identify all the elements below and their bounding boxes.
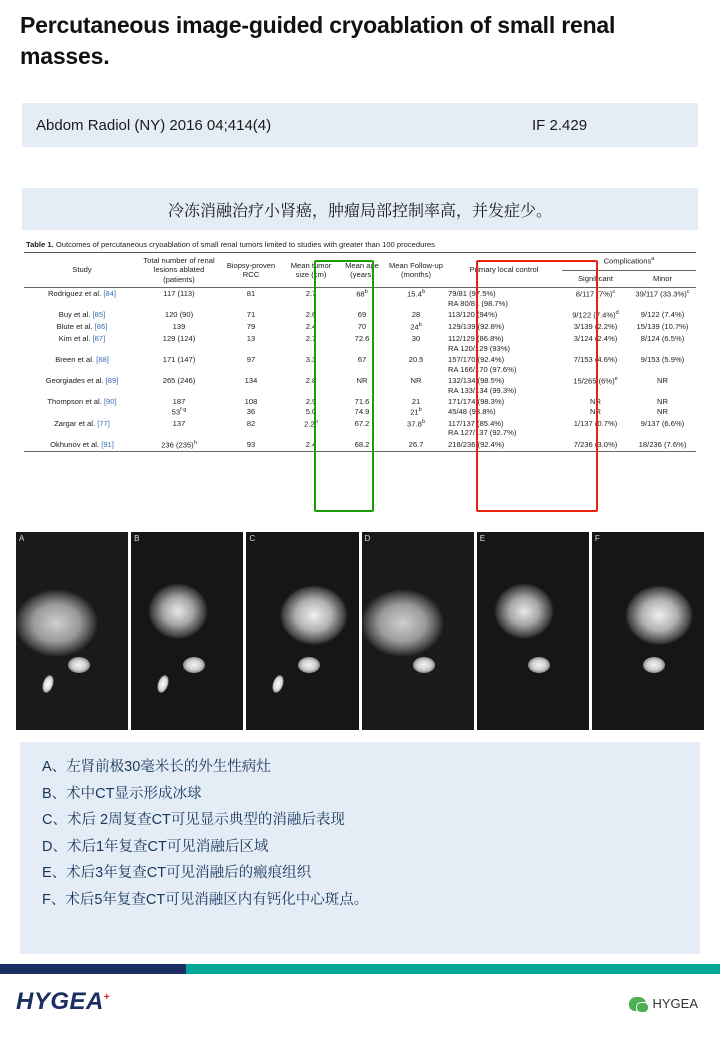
- cell-minor-complications: 18/236 (7.6%): [629, 439, 696, 452]
- outcomes-table: [24, 253, 696, 452]
- cell-biopsy-rcc: 93: [218, 439, 284, 452]
- ct-image-b: [131, 532, 243, 730]
- ct-label-f: F: [594, 534, 600, 543]
- reference-link[interactable]: [84]: [103, 289, 116, 299]
- reference-link[interactable]: [91]: [101, 439, 114, 449]
- footnote-marker: e: [614, 376, 618, 383]
- legend-line-c: C、术后 2周复查CT可见显示典型的消融后表现: [42, 812, 345, 828]
- cell-mean-age: 68.2: [338, 439, 386, 452]
- ct-spine-b: [183, 657, 205, 673]
- col-primary-local-control: Primary local control: [446, 253, 562, 288]
- cell-total-lesions: 129 (124): [162, 334, 196, 344]
- cell-significant-complications: 3/139 (2.2%): [573, 322, 618, 332]
- ct-panel-b: [131, 532, 243, 730]
- cell-mean-tumor-size: 2.9 5.0: [305, 397, 317, 416]
- col-study: Study: [24, 253, 140, 288]
- footnote-marker: b: [421, 418, 425, 425]
- cell-minor-complications: 9/122 (7.4%): [640, 310, 685, 320]
- cell-mean-tumor-size: 2.6: [305, 310, 317, 320]
- complications-label: Complications: [603, 257, 652, 267]
- cell-primary-local-control: 218/236 (92.4%): [446, 439, 562, 452]
- table-caption-label: Table 1.: [26, 240, 54, 249]
- footnote-marker: f g: [180, 406, 187, 413]
- wechat-label: HYGEA: [652, 996, 698, 1011]
- cell-study: Georgiades et al. [89]: [45, 376, 119, 386]
- table-row: [24, 354, 696, 375]
- col-significant: Significant: [562, 270, 629, 287]
- table-row: [24, 418, 696, 439]
- cell-significant-complications: 15/265 $(6\%)^e$: [573, 376, 618, 386]
- col-biopsy-rcc: Biopsy-proven RCC: [218, 253, 284, 288]
- cell-biopsy-rcc: 81: [246, 289, 256, 299]
- col-total-lesions: Total number of renal lesions ablated (patients): [140, 253, 218, 288]
- cell-study: Rodriguez et al. [84]: [48, 289, 116, 299]
- footnote-marker: b: [364, 289, 368, 296]
- legend-line-d: D、术后1年复查CT可见消融后区域: [42, 838, 269, 855]
- ct-panel-c: [246, 532, 358, 730]
- legend-line-f: F、术后5年复查CT可见消融区内有钙化中心斑点。: [42, 891, 369, 908]
- cell-minor-complications: 39/117 $(33.3\%)^c$: [635, 289, 690, 299]
- cell-minor-complications: NR NR: [657, 397, 668, 416]
- cell-minor-complications: 9/153 (5.9%): [640, 355, 685, 365]
- footnote-marker: b: [421, 289, 425, 296]
- ct-image-strip: [16, 532, 704, 730]
- cell-mean-followup: NR: [410, 376, 422, 386]
- table-row: [24, 309, 696, 321]
- cell-mean-age: 71.6 74.9: [354, 397, 370, 416]
- ct-label-a: A: [19, 534, 25, 543]
- ct-image-d: [362, 532, 474, 730]
- cell-primary-local-control: 157/170 (92.4%) RA 166/170 (97.6%): [448, 355, 517, 374]
- col-mean-followup: Mean Follow-up (months): [386, 253, 446, 288]
- ct-spine-c: [298, 657, 320, 673]
- cell-significant-complications: NR NR: [590, 397, 601, 416]
- brand-logo-tm: +: [103, 992, 111, 1003]
- ct-image-a: [16, 532, 128, 730]
- reference-link[interactable]: [87]: [92, 334, 106, 344]
- brand-logo-text: HYGEA: [16, 988, 104, 1015]
- cell-primary-local-control: 112/129 (86.8%) RA 120/129 (93%): [448, 334, 511, 353]
- reference-link[interactable]: [85]: [92, 310, 106, 320]
- legend-line-a: A、左肾前极30毫米长的外生性病灶: [42, 759, 271, 775]
- ct-label-c: C: [249, 534, 256, 543]
- cell-primary-local-control: 79/81 (97.5%) RA 80/81 (98.7%): [448, 289, 508, 308]
- journal-reference: Abdom Radiol (NY) 2016 04;414(4): [36, 116, 272, 134]
- cell-minor-complications: NR: [657, 376, 668, 386]
- cell-mean-followup: 24$^b$: [410, 322, 422, 332]
- cell-significant-complications: 7/236 (3.0%): [562, 439, 629, 452]
- outcomes-table-container: [24, 238, 696, 452]
- ct-spine-e: [528, 657, 550, 673]
- legend-line-b: B、术中CT显示形成冰球: [42, 785, 202, 802]
- table-header-row: [24, 253, 696, 270]
- cell-total-lesions: 117 (113): [163, 289, 195, 299]
- cell-mean-followup: 28: [411, 310, 421, 320]
- cell-study: Blute et al. [86]: [56, 322, 108, 332]
- cell-total-lesions: 187 $53^{f g}$: [171, 397, 187, 417]
- col-mean-tumor-size: Mean tumor size (cm): [284, 253, 338, 288]
- table-caption-text: Outcomes of percutaneous cryoablation of small renal tumors limited to studies with greater than 100 procedures: [55, 240, 435, 249]
- reference-link[interactable]: [86]: [94, 322, 108, 332]
- table-caption: [24, 238, 696, 253]
- reference-link[interactable]: [88]: [96, 355, 109, 365]
- ct-panel-a: [16, 532, 128, 730]
- reference-link[interactable]: [77]: [97, 418, 110, 428]
- cell-mean-age: 70: [357, 322, 367, 332]
- cell-mean-tumor-size: 2.4: [284, 439, 338, 452]
- cell-mean-age: 67.2: [354, 418, 370, 428]
- footnote-marker: c: [686, 289, 690, 296]
- impact-factor: IF 2.429: [532, 116, 588, 134]
- cell-mean-followup: 37.8$^b$: [407, 418, 425, 429]
- legend-line-e: E、术后3年复查CT可见消融后的瘢痕组织: [42, 865, 312, 881]
- cell-mean-followup: 21 21$^b$: [410, 397, 422, 417]
- cell-significant-complications: 1/137 (0.7%): [573, 418, 618, 428]
- table-row: [24, 321, 696, 333]
- cell-minor-complications: 8/124 (6.5%): [640, 334, 685, 344]
- cell-significant-complications: 8/117 $(7\%)^c$: [575, 289, 616, 299]
- footer-rule-navy: [0, 964, 186, 974]
- ct-spine-a: [68, 657, 90, 673]
- table-row: [24, 333, 696, 354]
- cell-total-lesions: 236 $(235)^h$: [140, 439, 218, 452]
- cell-biopsy-rcc: 108 36: [244, 397, 258, 416]
- wechat-icon: [629, 997, 646, 1011]
- ct-spine-d: [413, 657, 435, 673]
- ct-label-d: D: [364, 534, 371, 543]
- cell-study: Thompson et al. [90]: [47, 397, 117, 407]
- cell-mean-followup: 30: [411, 334, 421, 344]
- cell-mean-age: 67: [357, 355, 367, 365]
- cell-study: Breen et al. [88]: [55, 355, 109, 365]
- footer-rule-teal: [186, 964, 720, 974]
- reference-link[interactable]: [89]: [105, 376, 119, 386]
- cell-biopsy-rcc: 82: [246, 418, 256, 428]
- cell-study: Zargar et al. [77]: [54, 418, 110, 428]
- cell-biopsy-rcc: 97: [246, 355, 256, 365]
- cell-mean-tumor-size: 2.4: [305, 322, 317, 332]
- footnote-marker: d: [615, 310, 619, 317]
- table-row: [24, 375, 696, 396]
- cell-study: Kim et al. [87]: [58, 334, 106, 344]
- brand-logo: [16, 988, 110, 1016]
- wechat-handle: [629, 996, 698, 1011]
- cell-study: Buy et al. [85]: [58, 310, 106, 320]
- page-title: Percutaneous image-guided cryoablation of small renal masses.: [20, 12, 616, 70]
- summary-text: 冷冻消融治疗小肾癌，肿瘤局部控制率高，并发症少。: [167, 202, 552, 220]
- cell-mean-followup: 26.7: [386, 439, 446, 452]
- cell-biopsy-rcc: 134: [244, 376, 258, 386]
- cell-significant-complications: 9/122 $(7.4\%)^d$: [572, 310, 619, 320]
- cell-study: Okhunov et al. [91]: [24, 439, 140, 452]
- summary-bar: [22, 188, 698, 230]
- col-mean-age: Mean age (years): [338, 253, 386, 288]
- cell-mean-tumor-size: 2.7: [305, 289, 317, 299]
- ct-spine-f: [643, 657, 665, 673]
- table-body: [24, 288, 696, 451]
- footnote-marker: b: [418, 322, 422, 329]
- table-row: [24, 396, 696, 418]
- cell-mean-tumor-size: 2.2$^b$: [304, 418, 318, 429]
- ct-panel-e: [477, 532, 589, 730]
- cell-biopsy-rcc: 71: [246, 310, 256, 320]
- table-head: [24, 253, 696, 288]
- cell-total-lesions: 265 (246): [162, 376, 196, 386]
- footnote-marker: b: [314, 418, 318, 425]
- footnote-marker: c: [612, 289, 616, 296]
- cell-mean-age: 68$^b$: [356, 289, 368, 299]
- cell-mean-age: 69: [357, 310, 367, 320]
- figure-legend: [20, 742, 700, 954]
- cell-total-lesions: 139: [172, 322, 186, 332]
- cell-total-lesions: 120 (90): [164, 310, 194, 320]
- cell-mean-followup: 20.5: [408, 355, 424, 365]
- cell-minor-complications: 9/137 (6.6%): [640, 418, 685, 428]
- cell-primary-local-control: 117/137 (85.4%) RA 127/137 (92.7%): [448, 418, 517, 438]
- cell-biopsy-rcc: 79: [246, 322, 256, 332]
- ct-label-b: B: [134, 534, 140, 543]
- col-minor: Minor: [629, 270, 696, 287]
- ct-image-f: [592, 532, 704, 730]
- ct-label-e: E: [479, 534, 486, 543]
- cell-mean-tumor-size: 2.8: [305, 376, 317, 386]
- complications-sup: a: [651, 256, 655, 263]
- cell-mean-tumor-size: 3.3: [305, 355, 317, 365]
- cell-minor-complications: 15/139 (10.7%): [636, 322, 689, 332]
- footnote-marker: h: [193, 439, 197, 446]
- cell-mean-age: NR: [356, 376, 368, 386]
- cell-mean-age: 72.6: [354, 334, 370, 344]
- cell-primary-local-control: 132/134 (98.5%) RA 133/134 (99.3%): [448, 376, 517, 395]
- col-complications: [562, 253, 696, 270]
- cell-mean-followup: 15.4$^b$: [407, 289, 425, 299]
- cell-primary-local-control: 171/174 (98.3%) 45/48 (93.8%): [448, 397, 505, 416]
- ct-panel-f: [592, 532, 704, 730]
- table-row: [24, 439, 696, 452]
- journal-bar: [22, 103, 698, 147]
- table-row: [24, 288, 696, 309]
- ct-image-c: [246, 532, 358, 730]
- cell-significant-complications: 3/124 (2.4%): [573, 334, 618, 344]
- footnote-marker: b: [418, 406, 422, 413]
- footer: [0, 974, 720, 1040]
- footer-rule: [0, 964, 720, 974]
- ct-panel-d: [362, 532, 474, 730]
- cell-significant-complications: 7/153 (4.6%): [573, 355, 618, 365]
- cell-total-lesions: 137: [172, 418, 186, 428]
- ct-image-e: [477, 532, 589, 730]
- cell-biopsy-rcc: 13: [246, 334, 256, 344]
- cell-mean-tumor-size: 2.7: [305, 334, 317, 344]
- cell-primary-local-control: 129/139 (92.8%): [448, 322, 505, 332]
- reference-link[interactable]: [90]: [103, 397, 117, 407]
- cell-total-lesions: 171 (147): [162, 355, 196, 365]
- cell-primary-local-control: 113/120 (94%): [448, 310, 498, 320]
